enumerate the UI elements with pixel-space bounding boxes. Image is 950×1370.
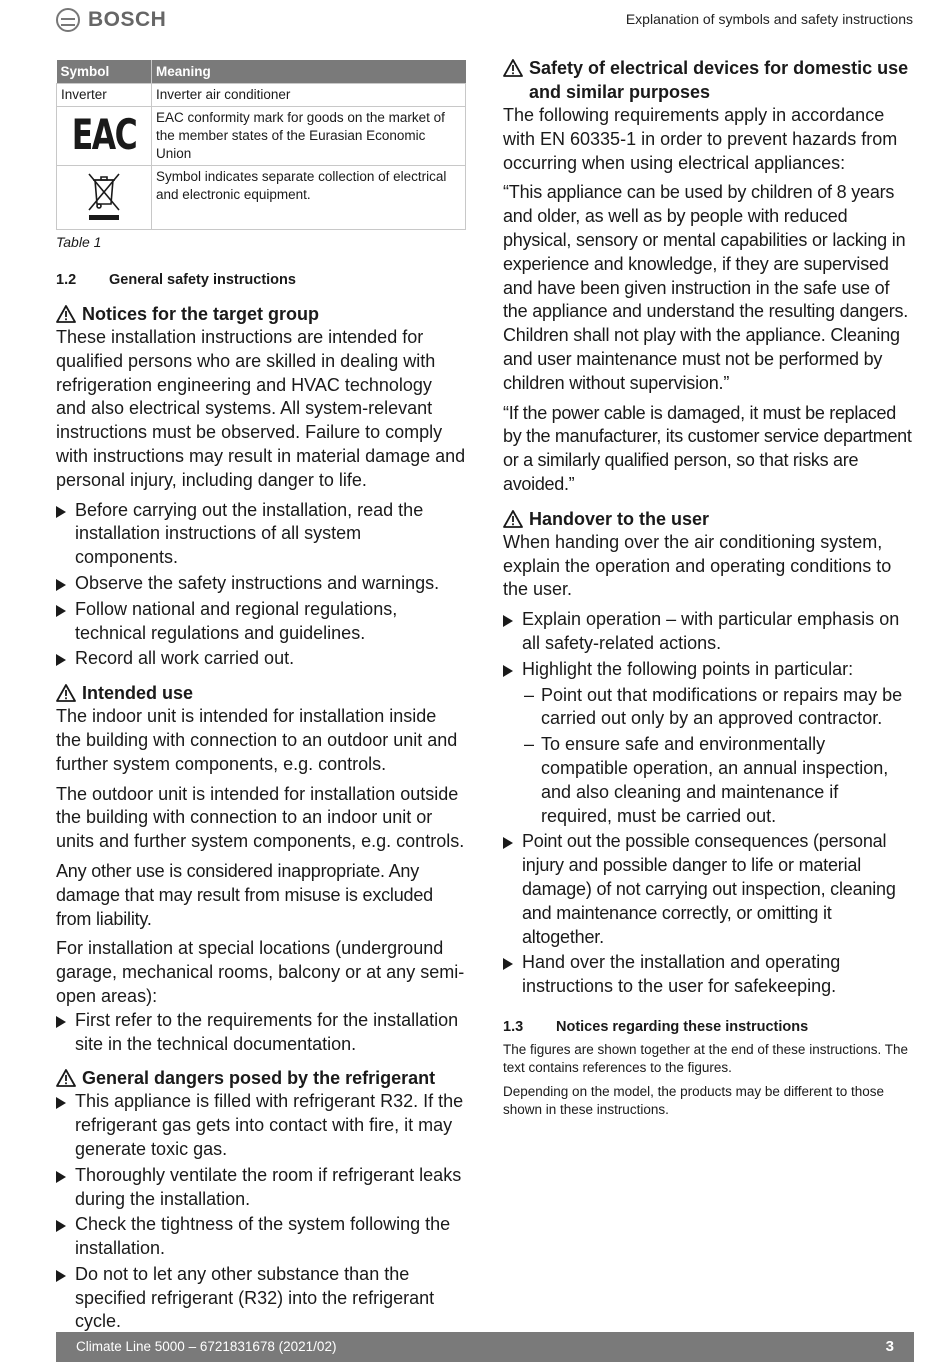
section-number: 1.3 (503, 1018, 524, 1035)
eac-mark-icon: EAC (71, 110, 137, 159)
paragraph: These installation instructions are intended for qualified persons who are skilled in dealing with refrigeration engineering and HVAC technology and also electrical systems. All system-relevant instructions must be observed. Failure to comply with instructions may result in material damage and personal injury, including danger to life. (56, 327, 466, 490)
list-item: Point out the possible consequences (personal injury and possible danger to life or material damage) of not carrying out inspection, cleaning and maintenance correctly, or omitting it altogether. (503, 830, 913, 949)
table-row (57, 166, 466, 230)
table-cell-meaning: EAC conformity mark for goods on the market of the member states of the Eurasian Economic Union (152, 107, 466, 166)
list-item: First refer to the requirements for the installation site in the technical documentation. (56, 1009, 466, 1057)
list-item: This appliance is filled with refrigerant R32. If the refrigerant gas gets into contact with fire, it may generate toxic gas. (56, 1090, 466, 1161)
section-title: General safety instructions (109, 272, 296, 288)
arrow-bullet-icon (56, 1220, 66, 1232)
list-item: Check the tightness of the system following the installation. (56, 1213, 466, 1261)
arrow-bullet-icon (56, 1270, 66, 1282)
page-footer (56, 1332, 914, 1362)
dash-bullet: – (524, 734, 535, 755)
table-cell-symbol: Inverter (57, 84, 152, 107)
section-heading (503, 1019, 913, 1035)
bullet-list (56, 1090, 466, 1334)
electrical-block (503, 56, 913, 497)
section-title: Notices regarding these instructions (556, 1018, 809, 1035)
subsection-heading: General dangers posed by the refrigerant (56, 1066, 466, 1090)
section-heading (56, 272, 466, 288)
arrow-bullet-icon (56, 1097, 66, 1109)
arrow-bullet-icon (56, 1171, 66, 1183)
bullet-list (56, 1009, 466, 1057)
handover-block (503, 507, 913, 999)
brand-name: BOSCH (88, 8, 167, 31)
table-row (57, 84, 466, 107)
crossed-bin-icon (84, 168, 124, 222)
list-item: Thoroughly ventilate the room if refrigerant leaks during the installation. (56, 1164, 466, 1212)
bullet-list (503, 608, 913, 999)
arrow-bullet-icon (503, 958, 513, 970)
list-item: Hand over the installation and operating instructions to the user for safekeeping. (503, 951, 913, 999)
list-item: Follow national and regional regulations, technical regulations and guidelines. (56, 598, 466, 646)
warning-icon (503, 59, 523, 77)
warning-icon (56, 305, 76, 323)
paragraph: “This appliance can be used by children of 8 years and older, as well as by people with reduced physical, sensory or mental capabilities or lacking in experience and knowledge, if they are supervised and have been given instruction in the safe use of the appliance and understand the resulting dangers. Children shall not play with the appliance. Cleaning and user maintenance must not be performed by children without supervision.” (503, 182, 909, 393)
paragraph: Depending on the model, the products may be different to those shown in these instructions. (503, 1083, 884, 1118)
arrow-bullet-icon (503, 615, 513, 627)
arrow-bullet-icon (503, 665, 513, 677)
page-number: 3 (885, 1338, 894, 1355)
list-item: Observe the safety instructions and warnings. (56, 572, 466, 596)
arrow-bullet-icon (56, 579, 66, 591)
arrow-bullet-icon (56, 605, 66, 617)
subsection-heading: Notices for the target group (56, 302, 466, 326)
bosch-logo (56, 8, 166, 32)
section-number: 1.2 (56, 272, 77, 288)
list-item: – Point out that modifications or repairs may be carried out only by an approved contractor. (524, 684, 903, 729)
table-header-meaning: Meaning (152, 60, 466, 84)
table-row (57, 107, 466, 166)
footer-document-id: Climate Line 5000 – 6721831678 (2021/02) (76, 1339, 337, 1354)
list-item: Explain operation – with particular emphasis on all safety-related actions. (503, 608, 913, 656)
table-header-symbol: Symbol (57, 60, 152, 84)
page-header (0, 0, 950, 44)
table-cell-meaning: Symbol indicates separate collection of electrical and electronic equipment. (152, 166, 466, 230)
dash-list (522, 684, 913, 829)
arrow-bullet-icon (503, 837, 513, 849)
subsection-heading: Handover to the user (503, 507, 913, 531)
list-item: Do not to let any other substance than the specified refrigerant (R32) into the refrigerant cycle. (56, 1263, 466, 1334)
list-item: Record all work carried out. (56, 647, 466, 671)
paragraph: When handing over the air conditioning system, explain the operation and operating conditions to the user. (503, 531, 892, 600)
paragraph: The outdoor unit is intended for installation outside the building with connection to an indoor unit or units and further system components, e.g. controls. (56, 783, 465, 852)
target-group-block (56, 302, 466, 671)
bullet-list (56, 499, 466, 672)
warning-icon (56, 1069, 76, 1087)
warning-icon (56, 684, 76, 702)
bosch-armature-icon (56, 8, 80, 32)
list-item: Highlight the following points in particular: – Point out that modifications or repairs may be carried out only by an approved contractor. – To ensure safe and environmentally compatible operation, an annual inspection, and also cleaning and maintenance if required, must be carried out. (503, 658, 913, 829)
list-item: – To ensure safe and environmentally compatible operation, an annual inspection, and also cleaning and maintenance if required, must be carried out. (524, 734, 889, 826)
table-cell-meaning: Inverter air conditioner (152, 84, 466, 107)
table-cell-symbol (57, 166, 152, 230)
subsection-heading: Intended use (56, 681, 466, 705)
paragraph: Any other use is considered inappropriate. Any damage that may result from misuse is excluded from liability. (56, 860, 433, 929)
right-column (503, 56, 913, 1125)
section-1-3-body (503, 1041, 913, 1120)
arrow-bullet-icon (56, 506, 66, 518)
table-cell-symbol (57, 107, 152, 166)
arrow-bullet-icon (56, 654, 66, 666)
intended-use-block (56, 681, 466, 1056)
list-item: Before carrying out the installation, read the installation instructions of all system components. (56, 499, 466, 570)
paragraph: The figures are shown together at the end of these instructions. The text contains references to the figures. (503, 1041, 908, 1076)
header-title: Explanation of symbols and safety instructions (625, 11, 913, 27)
subsection-heading: Safety of electrical devices for domestic use and similar purposes (503, 56, 913, 104)
dash-bullet: – (524, 684, 535, 705)
table-caption: Table 1 (56, 234, 102, 250)
warning-icon (503, 510, 523, 528)
refrigerant-block (56, 1066, 466, 1334)
paragraph: For installation at special locations (underground garage, mechanical rooms, balcony or at any semi-open areas): (56, 938, 465, 1006)
symbol-table (56, 60, 466, 230)
arrow-bullet-icon (56, 1016, 66, 1028)
paragraph: “If the power cable is damaged, it must be replaced by the manufacturer, its customer service department or a similarly qualified person, so that risks are avoided.” (503, 402, 912, 494)
paragraph: The following requirements apply in accordance with EN 60335-1 in order to prevent hazards from occurring when using electrical appliances: (503, 105, 898, 173)
paragraph: The indoor unit is intended for installation inside the building with connection to an outdoor unit and further system components, e.g. controls. (56, 706, 458, 774)
left-column (56, 60, 466, 1340)
